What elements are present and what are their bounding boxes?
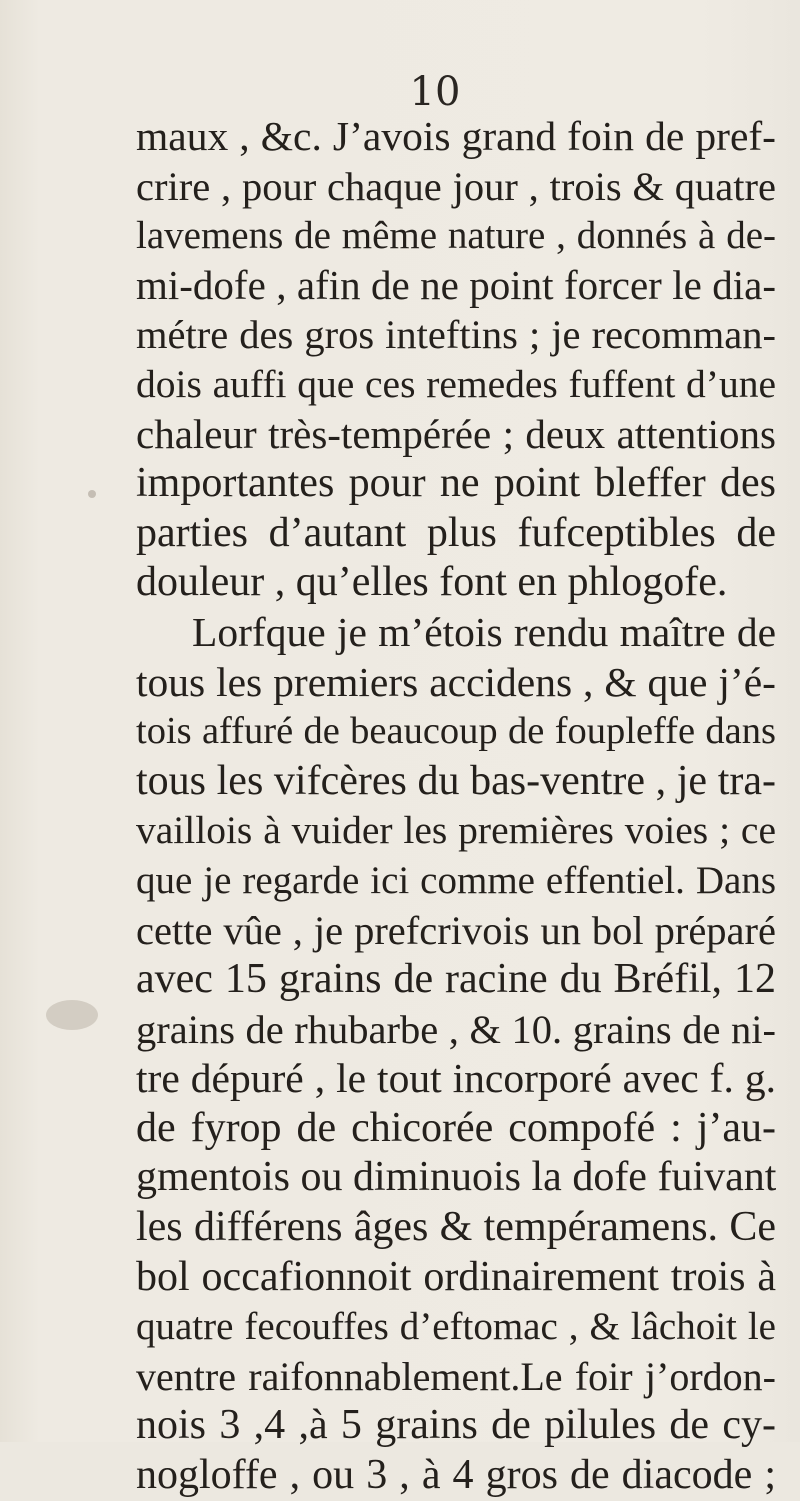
text-line: de fyrop de chicorée compofé : j’au- — [136, 1104, 776, 1151]
text-line: cette vûe , je prefcrivois un bol préparé — [136, 907, 776, 953]
text-line: nois 3 ,4 ,à 5 grains de pilules de cy- — [136, 1402, 776, 1449]
text-line: mi-dofe , afin de ne point forcer le dia- — [136, 261, 776, 308]
text-line: tous les premiers accidens , & que j’é- — [136, 658, 776, 705]
text-line: lavemens de même nature , donnés à de- — [136, 214, 776, 258]
text-line: métre des gros inteftins ; je recomman- — [136, 312, 776, 358]
text-line: crire , pour chaque jour , trois & quatre — [136, 163, 776, 209]
page-number: 10 — [409, 69, 461, 115]
body-text — [136, 112, 776, 1501]
text-line: tois affuré de beaucoup de foupleffe dans — [136, 710, 776, 753]
text-line: que je regarde ici comme effentiel. Dans — [136, 858, 776, 902]
text-line: les différens âges & tempéramens. Ce — [136, 1204, 776, 1251]
text-line: maux , &c. J’avois grand foin de pref- — [136, 113, 776, 159]
text-line: parties d’autant plus fufceptibles de — [136, 509, 776, 556]
text-line: chaleur très-tempérée ; deux attentions — [136, 410, 776, 457]
text-line: Lorfque je m’étois rendu maître de — [192, 608, 776, 655]
text-line: nogloffe , ou 3 , à 4 gros de diacode ; — [136, 1452, 776, 1499]
text-line: bol occafionnoit ordinairement trois à — [136, 1253, 776, 1300]
text-line: avec 15 grains de racine du Bréfil, 12 — [136, 956, 776, 1003]
text-line: quatre fecouffes d’eftomac , & lâchoit le — [136, 1305, 776, 1349]
text-line: grains de rhubarbe , & 10. grains de ni- — [136, 1006, 776, 1052]
text-line: tre dépuré , le tout incorporé avec f. g. — [136, 1055, 776, 1102]
text-line: importantes pour ne point bleffer des — [136, 460, 776, 507]
ink-spot — [88, 490, 96, 498]
text-line: tous les vifcères du bas-ventre , je tra- — [136, 757, 776, 804]
text-line: vaillois à vuider les premières voies ; ce — [136, 808, 776, 853]
text-line: dois auffi que ces remedes fuffent d’une — [136, 361, 776, 406]
ink-spot — [46, 1000, 98, 1030]
text-line: ventre raifonnablement.Le foir j’ordon- — [136, 1353, 776, 1399]
text-line: douleur , qu’elles font en phlogofe. — [136, 559, 728, 606]
text-line: gmentois ou diminuois la dofe fuivant — [136, 1154, 776, 1201]
